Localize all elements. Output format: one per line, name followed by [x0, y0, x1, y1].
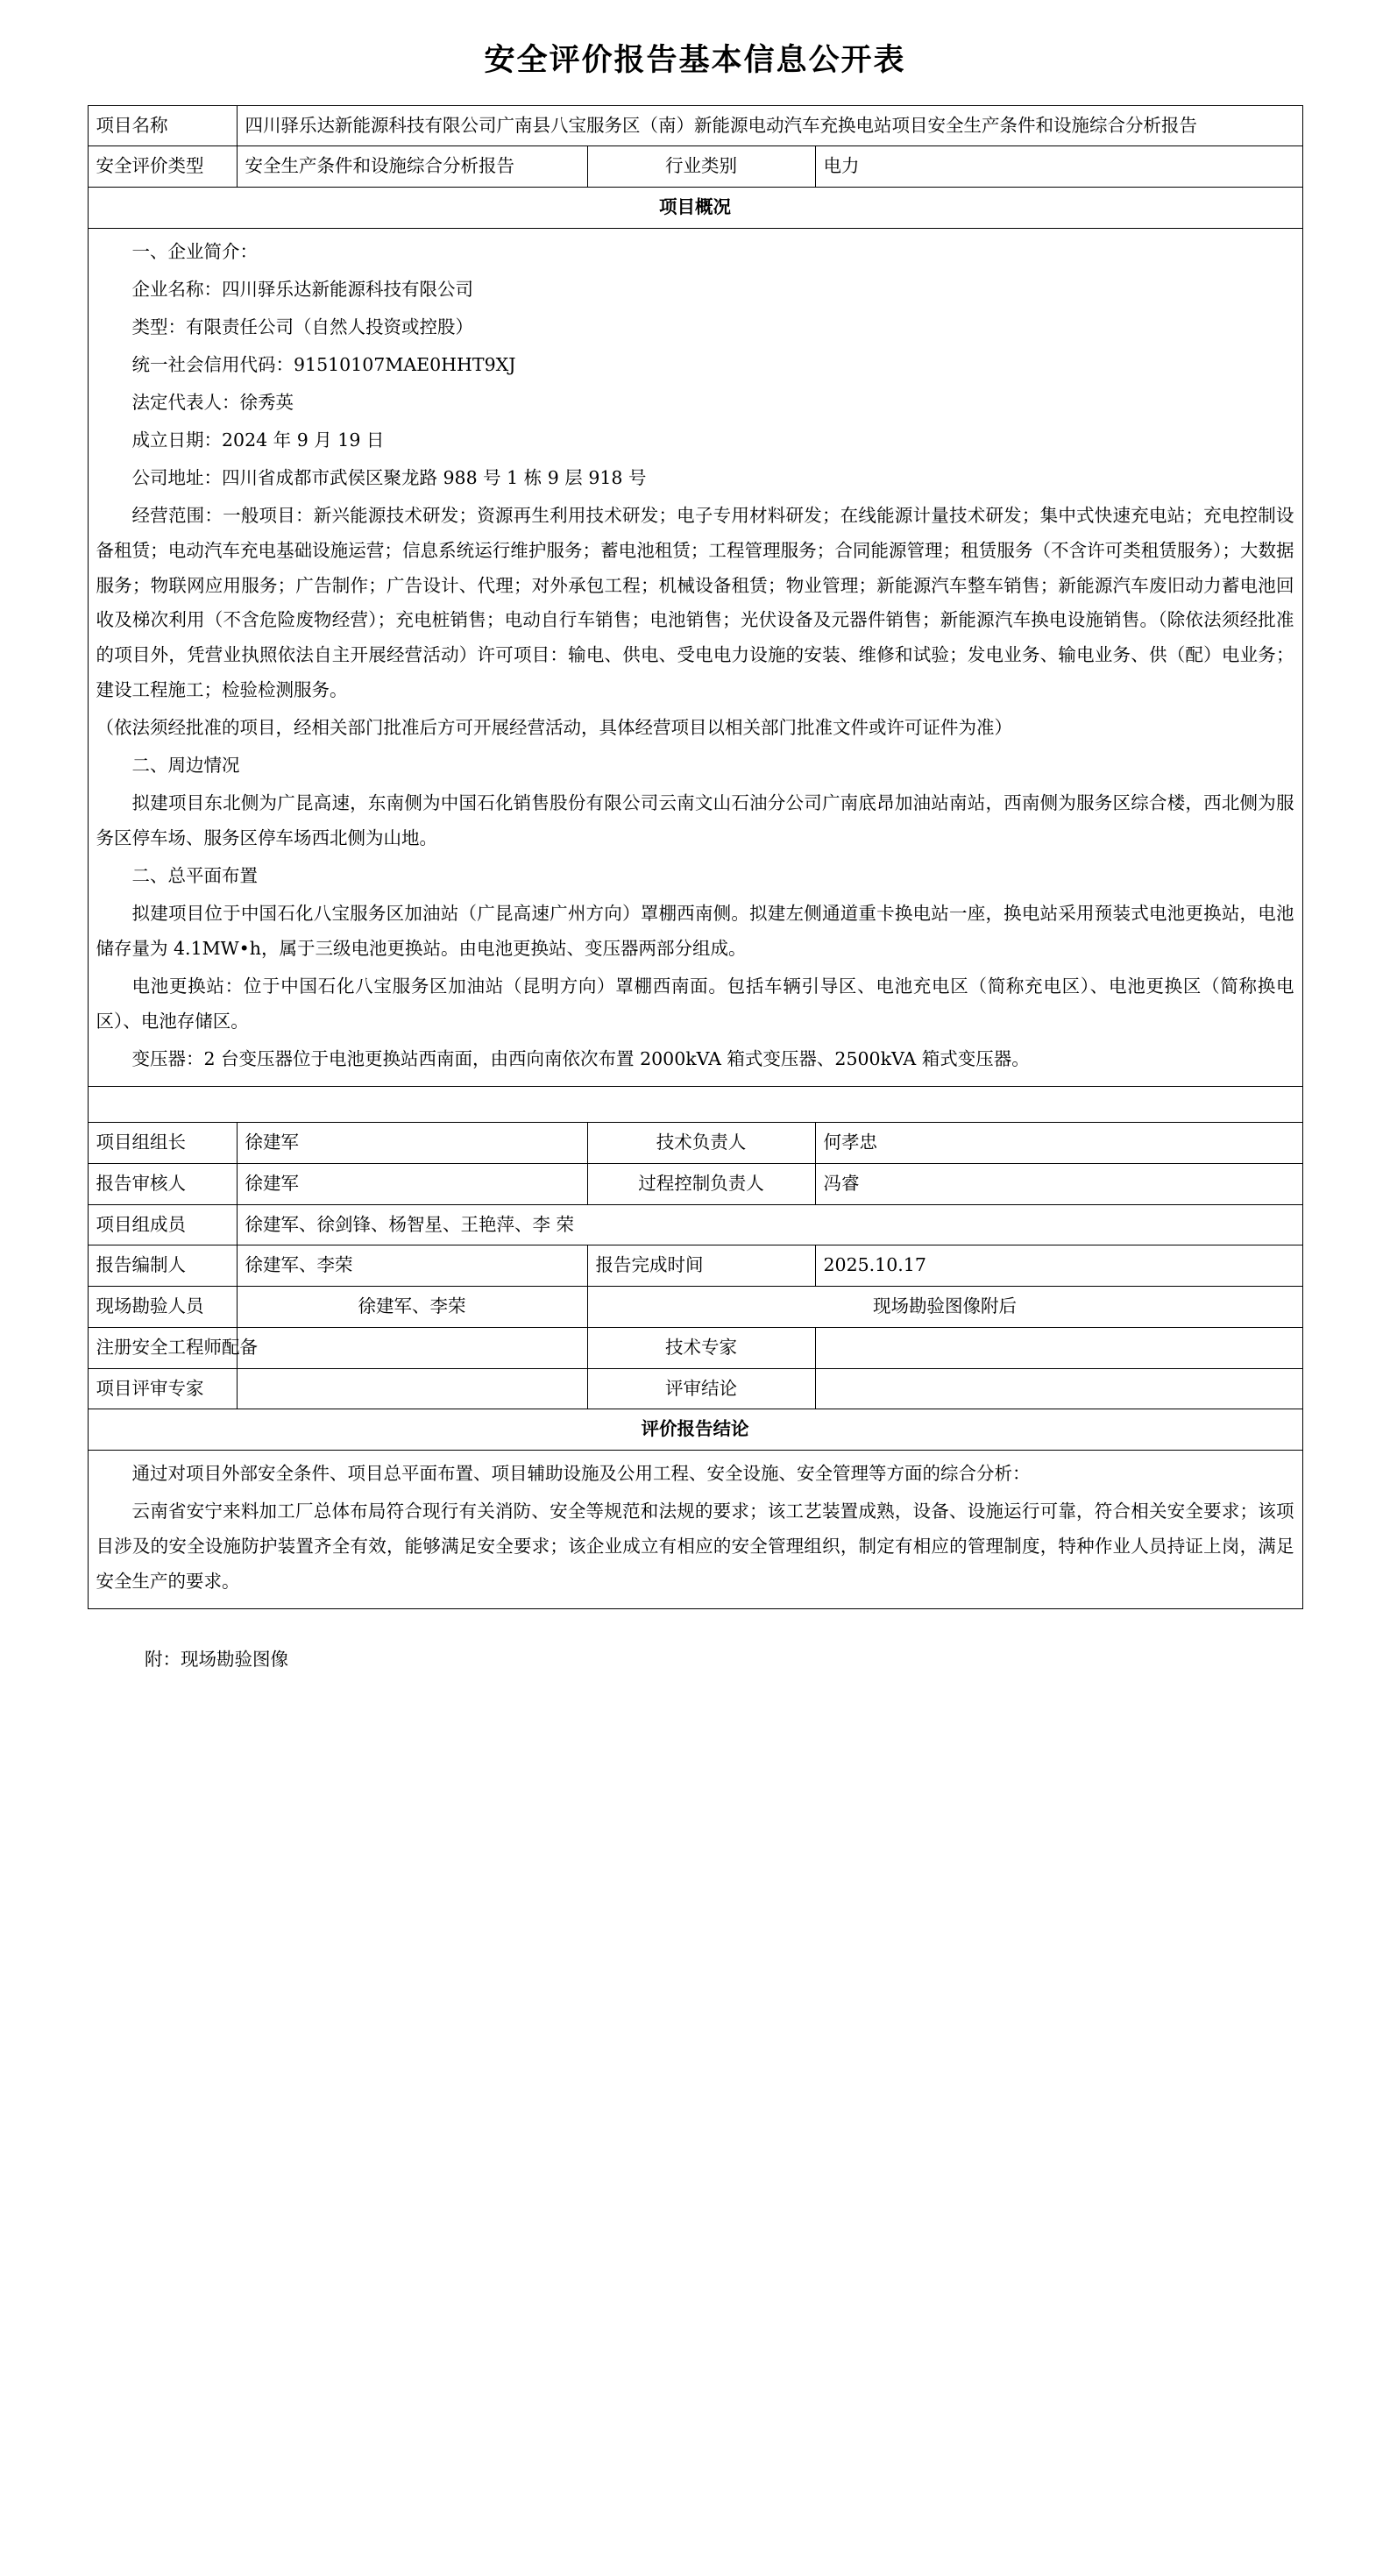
- table-row-compiler: [88, 1245, 1302, 1287]
- table-row-review-expert: [88, 1368, 1302, 1409]
- table-row-conclusion-body: [88, 1451, 1302, 1609]
- overview-credit-code: 统一社会信用代码：91510107MAE0HHT9XJ: [131, 353, 516, 375]
- members-value: 徐建军、徐剑锋、杨智星、王艳萍、李 荣: [237, 1204, 1302, 1245]
- overview-body: [88, 228, 1302, 1086]
- assessment-type-label: 安全评价类型: [88, 146, 237, 188]
- conclusion-paragraph-2: 云南省安宁来料加工厂总体布局符合现行有关消防、安全等规范和法规的要求；该工艺装置成熟，设备、设施运行可靠，符合相关安全要求；该项目涉及的安全设施防护装置齐全有效，能够满足安全要求；该企业成立有相应的安全管理组织，制定有相应的管理制度，特种作业人员持证上岗，满足安全生产的要求。: [96, 1501, 1294, 1593]
- project-name-label: 项目名称: [88, 105, 237, 146]
- review-conclusion-label: 评审结论: [587, 1368, 815, 1409]
- overview-part3-heading: 二、总平面布置: [131, 865, 258, 887]
- overview-company-type: 类型：有限责任公司（自然人投资或控股）: [131, 316, 473, 337]
- registered-engineer-value: [237, 1327, 587, 1368]
- footer-note: 附：现场勘验图像: [145, 1649, 288, 1671]
- table-row-members: [88, 1204, 1302, 1245]
- conclusion-paragraph-1: 通过对项目外部安全条件、项目总平面布置、项目辅助设施及公用工程、安全设施、安全管理等方面的综合分析：: [131, 1463, 1031, 1485]
- overview-part1-heading: 一、企业简介：: [131, 240, 258, 262]
- table-row-registered-engineer: [88, 1327, 1302, 1368]
- survey-staff-value: 徐建军、李荣: [237, 1287, 587, 1328]
- table-row-overview-header: [88, 188, 1302, 229]
- survey-image-note: 现场勘验图像附后: [587, 1287, 1302, 1328]
- compiler-label: 报告编制人: [88, 1245, 237, 1287]
- tech-expert-label: 技术专家: [587, 1327, 815, 1368]
- review-expert-value: [237, 1368, 587, 1409]
- info-table: [88, 105, 1303, 1610]
- table-row-spacer: [88, 1087, 1302, 1123]
- overview-layout-2: 电池更换站：位于中国石化八宝服务区加油站（昆明方向）罩棚西南面。包括车辆引导区、电池充电区（简称充电区）、电池更换区（简称换电区）、电池存储区。: [96, 976, 1294, 1033]
- project-name-value: 四川驿乐达新能源科技有限公司广南县八宝服务区（南）新能源电动汽车充换电站项目安全生产条件和设施综合分析报告: [237, 105, 1302, 146]
- overview-business-scope-1: 经营范围：一般项目：新兴能源技术研发；资源再生利用技术研发；电子专用材料研发；在线能源计量技术研发；集中式快速充电站；充电控制设备租赁；电动汽车充电基础设施运营；信息系统运行维护服务；蓄电池租赁；工程管理服务；合同能源管理；租赁服务（不含许可类租赁服务）；大数据服务；物联网应用服务；广告制作；广告设计、代理；对外承包工程；机械设备租赁；物业管理；新能源汽车整车销售；新能源汽车废旧动力蓄电池回收及梯次利用（不含危险废物经营）；充电桩销售；电动自行车销售；电池销售；光伏设备及元器件销售；新能源汽车换电设施销售。（除依法须经批准的项目外，凭营业执照依法自主开展经营活动）许可项目：输电、供电、受电电力设施的安装、维修和试验；发电业务、输电业务、供（配）电业务；建设工程施工；检验检测服务。: [96, 504, 1294, 701]
- team-leader-label: 项目组组长: [88, 1123, 237, 1164]
- conclusion-section-title: 评价报告结论: [88, 1409, 1302, 1451]
- table-row-team-leader: [88, 1123, 1302, 1164]
- table-row-project-name: [88, 105, 1302, 146]
- tech-lead-label: 技术负责人: [587, 1123, 815, 1164]
- process-control-value: 冯睿: [815, 1163, 1302, 1204]
- overview-layout-1: 拟建项目位于中国石化八宝服务区加油站（广昆高速广州方向）罩棚西南侧。拟建左侧通道重卡换电站一座，换电站采用预装式电池更换站，电池储存量为 4.1MW•h，属于三级电池更换站。由电池更换站、变压器两部分组成。: [96, 903, 1294, 960]
- completion-time-label: 报告完成时间: [587, 1245, 815, 1287]
- review-conclusion-value: [815, 1368, 1302, 1409]
- overview-company-name: 企业名称：四川驿乐达新能源科技有限公司: [131, 278, 473, 300]
- conclusion-body: [88, 1451, 1302, 1609]
- reviewer-value: 徐建军: [237, 1163, 587, 1204]
- process-control-label: 过程控制负责人: [587, 1163, 815, 1204]
- overview-section-title: 项目概况: [88, 188, 1302, 229]
- compiler-value: 徐建军、李荣: [237, 1245, 587, 1287]
- overview-business-scope-2: （依法须经批准的项目，经相关部门批准后方可开展经营活动，具体经营项目以相关部门批准文件或许可证件为准）: [96, 717, 1012, 739]
- tech-lead-value: 何孝忠: [815, 1123, 1302, 1164]
- overview-address: 公司地址：四川省成都市武侯区聚龙路 988 号 1 栋 9 层 918 号: [131, 466, 647, 488]
- table-row-assessment-type: [88, 146, 1302, 188]
- team-leader-value: 徐建军: [237, 1123, 587, 1164]
- industry-value: 电力: [815, 146, 1302, 188]
- tech-expert-value: [815, 1327, 1302, 1368]
- table-row-conclusion-header: [88, 1409, 1302, 1451]
- completion-time-value: 2025.10.17: [815, 1245, 1302, 1287]
- overview-legal-rep: 法定代表人：徐秀英: [131, 391, 294, 413]
- assessment-type-value: 安全生产条件和设施综合分析报告: [237, 146, 587, 188]
- industry-label: 行业类别: [587, 146, 815, 188]
- table-row-overview-body: [88, 228, 1302, 1086]
- overview-surroundings: 拟建项目东北侧为广昆高速，东南侧为中国石化销售股份有限公司云南文山石油分公司广南底昂加油站南站，西南侧为服务区综合楼，西北侧为服务区停车场、服务区停车场西北侧为山地。: [96, 792, 1294, 849]
- members-label: 项目组成员: [88, 1204, 237, 1245]
- overview-established-date: 成立日期：2024 年 9 月 19 日: [131, 429, 385, 451]
- spacer-cell: [88, 1087, 1302, 1123]
- table-row-reviewer: [88, 1163, 1302, 1204]
- overview-part2-heading: 二、周边情况: [131, 755, 240, 777]
- page-title: 安全评价报告基本信息公开表: [484, 42, 906, 78]
- reviewer-label: 报告审核人: [88, 1163, 237, 1204]
- overview-layout-3: 变压器：2 台变压器位于电池更换站西南面，由西向南依次布置 2000kVA 箱式变压器、2500kVA 箱式变压器。: [131, 1048, 1030, 1070]
- review-expert-label: 项目评审专家: [88, 1368, 237, 1409]
- survey-staff-label: 现场勘验人员: [88, 1287, 237, 1328]
- table-row-survey-staff: [88, 1287, 1302, 1328]
- registered-engineer-label: 注册安全工程师配备: [88, 1327, 237, 1368]
